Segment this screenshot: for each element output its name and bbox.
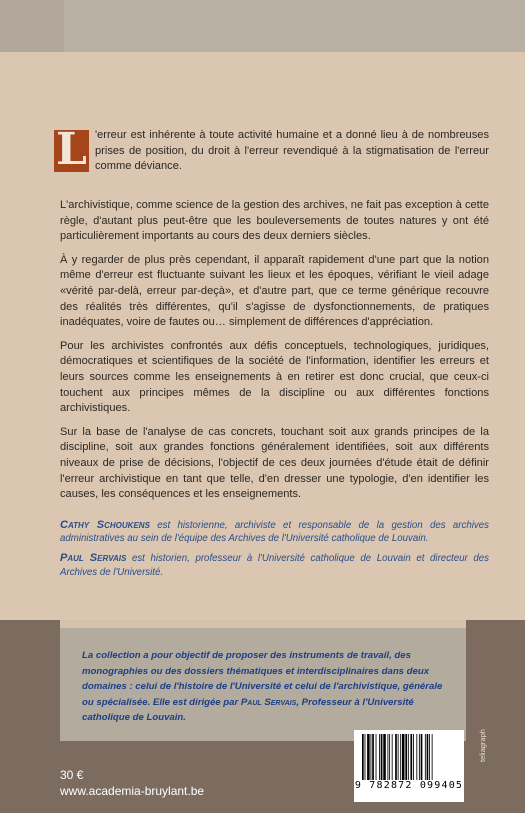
barcode-bar <box>400 734 401 780</box>
barcode-bar <box>392 734 393 780</box>
author-name-1: Cathy Schoukens <box>60 519 150 531</box>
barcode-bar <box>405 734 407 780</box>
author-bio-2 <box>60 552 489 578</box>
barcode-bar <box>388 734 389 780</box>
barcode-bar <box>372 734 374 780</box>
barcode-bar <box>427 734 429 780</box>
paragraph-intro-text: 'erreur est inhérente à toute activité humaine et a donné lieu à de nombreuses prises de position, du droit à l'erreur revendiqué à la stigmatisation de l'erreur comme déviance. <box>95 129 489 173</box>
author-name-2: Paul Servais <box>60 552 127 565</box>
barcode-number: 9 782872 099405 <box>354 780 464 791</box>
barcode <box>354 730 464 802</box>
barcode-bar <box>432 734 433 780</box>
barcode-bar <box>425 734 426 780</box>
barcode-bar <box>419 734 420 780</box>
paragraph-2: L'archivistique, comme science de la gestion des archives, ne fait pas exception à cette règle, d'autant plus peut-être que les bouleversements de toutes natures y ont été particulièrement importants au cours des deux derniers siècles. <box>60 199 489 243</box>
publisher-url[interactable]: www.academia-bruylant.be <box>60 784 205 798</box>
barcode-bar <box>421 734 423 780</box>
barcode-bar <box>395 734 397 780</box>
collection-text-1: La collection a pour objectif de proposer des instruments de travail, des monographies ou des dossiers thématiques et interdisciplinaires dans deux domaines : celui de l'histoire de l'Université et celui de l'archivistique, générale ou spécialisée. Elle est dirigée par <box>82 650 443 708</box>
paragraph-5: Sur la base de l'analyse de cas concrets, touchant soit aux grands principes de la discipline, soit aux grandes fonctions généralement identifiées, soit aux différents niveaux de prise de décisions, l'objectif de ces deux journées d'étude était de définir l'erreur archivistique en tant que telle, d'en dresser une typologie, d'en identifier les causes, les conséquences et les enseignements. <box>60 425 489 501</box>
barcode-bar <box>376 734 377 780</box>
barcode-bar <box>408 734 409 780</box>
barcode-bar <box>367 734 370 780</box>
barcode-bar <box>371 734 372 780</box>
dropcap-letter: L <box>56 124 87 175</box>
barcode-bar <box>381 734 383 780</box>
barcode-bar <box>402 734 405 780</box>
printer-brand: teliagraph <box>478 729 487 762</box>
left-dark-strip <box>0 620 60 741</box>
barcode-bar <box>383 734 386 780</box>
collection-director: Paul Servais <box>240 696 297 708</box>
barcode-bar <box>365 734 366 780</box>
author-text-2: est historien, professeur à l'Université catholique de Louvain et directeur des Archives de l'Université. <box>60 553 489 578</box>
paragraph-3: À y regarder de plus près cependant, il apparaît rapidement d'une part que la notion même d'erreur est fluctuante suivant les lieux et les époques, vérifiant le vieil adage «vérité par-delà, erreur par-deçà», et d'autre part, que ce terme générique recouvre des réalités très différentes, qu'il s'agisse de dysfonctionnements, de pratiques inadéquates, voire de fautes ou… simplement de différences d'appréciation. <box>60 253 489 329</box>
author-text-1: est historienne, archiviste et responsable de la gestion des archives administratives au sein de l'équipe des Archives de l'Université catholique de Louvain. <box>60 520 489 545</box>
paragraph-4: Pour les archivistes confrontés aux défis conceptuels, technologiques, juridiques, démocratiques et scientifiques de la société de l'information, identifier les erreurs et leurs sources comme les enseignements à en retirer est donc crucial, que ceux-ci touchent aux principes mêmes de la discipline ou aux différentes fonctions archivistiques. <box>60 339 489 415</box>
collection-description-box <box>60 628 466 741</box>
back-cover-text <box>56 124 489 511</box>
collection-text-2: , Professeur à l'Université catholique de Louvain. <box>82 696 414 724</box>
isbn: ISBN 978-2-87209-940-5 <box>368 795 451 802</box>
paragraph-intro <box>56 124 489 190</box>
barcode-bars <box>360 734 458 780</box>
barcode-bar <box>410 734 412 780</box>
author-bio-1 <box>60 519 489 545</box>
dropcap-box <box>54 124 89 175</box>
barcode-bar <box>429 734 430 780</box>
barcode-bar <box>362 734 364 780</box>
price: 30 € <box>60 768 84 782</box>
barcode-bar <box>379 734 380 780</box>
barcode-bar <box>398 734 399 780</box>
top-header-inset <box>64 0 525 52</box>
top-header-band <box>0 0 525 52</box>
author-bios <box>60 519 489 586</box>
barcode-bar <box>389 734 390 780</box>
barcode-bar <box>413 734 414 780</box>
barcode-bar <box>416 734 417 780</box>
